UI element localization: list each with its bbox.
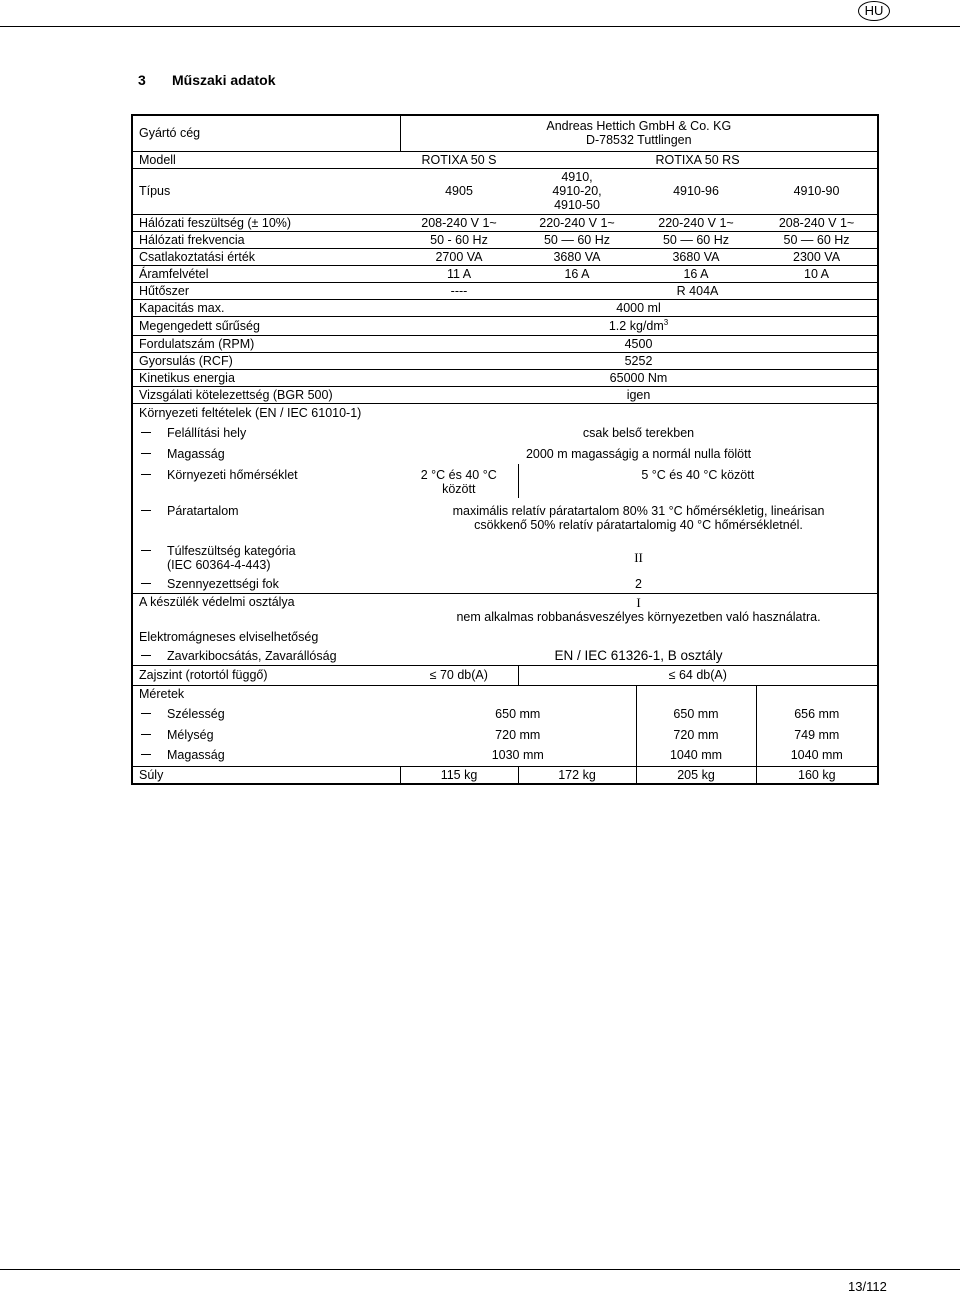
table-row [132,352,878,369]
row-label: Szennyezettségi fok [132,576,400,593]
table-row [132,593,878,627]
row-label: Méretek [132,685,400,703]
humidity-value: maximális relatív páratartalom 80% 31 °C hőmérsékletig, lineárisan csökkenő 50% relatív páratartalomig 40 °C hőmérsékletnél. [452,504,825,532]
table-row [132,231,878,248]
table-row [132,335,878,352]
width-col4: 656 mm [756,703,878,724]
weight-col1: 115 kg [400,766,518,784]
table-row [132,265,878,282]
empty-cell [756,685,878,703]
row-label: Magasság [132,745,400,766]
table-row [132,403,878,422]
top-rule [0,26,960,27]
row-label: Csatlakoztatási érték [132,248,400,265]
noise-col234: ≤ 64 db(A) [518,665,878,685]
capacity-value: 4000 ml [400,299,878,316]
voltage-col2: 220-240 V 1~ [518,214,636,231]
depth-col3: 720 mm [636,724,756,745]
table-row [132,540,878,576]
section-title: Műszaki adatok [172,72,276,88]
weight-col4: 160 kg [756,766,878,784]
empty-cell [400,685,636,703]
table-row [132,703,878,724]
table-row [132,299,878,316]
row-label: A készülék védelmi osztálya [132,593,400,627]
row-label: Fordulatszám (RPM) [132,335,400,352]
row-label: Típus [132,168,400,214]
voltage-col3: 220-240 V 1~ [636,214,756,231]
current-col4: 10 A [756,265,878,282]
table-row [132,248,878,265]
table-row [132,316,878,335]
overvoltage-value: II [634,550,643,565]
rcf-value: 5252 [400,352,878,369]
row-label: Súly [132,766,400,784]
density-value: 1.2 $kg/dm^3$ [400,316,878,335]
current-col3: 16 A [636,265,756,282]
load-col1: 2700 VA [400,248,518,265]
table-row [132,745,878,766]
table-row [132,422,878,443]
frequency-col2: 50 — 60 Hz [518,231,636,248]
table-row [132,282,878,299]
table-row [132,443,878,464]
row-label: Felállítási hely [132,422,400,443]
row-label: Vizsgálati kötelezettség (BGR 500) [132,386,400,403]
type-col4: 4910-90 [756,168,878,214]
ambient-temp-col1: 2 °C és 40 °C között [420,468,497,496]
type-col1: 4905 [400,168,518,214]
row-label: Magasság [132,443,400,464]
row-label: Gyártó cég [139,126,201,141]
table-row [132,214,878,231]
weight-col3: 205 kg [636,766,756,784]
table-row [132,464,878,498]
refrigerant-col1: ---- [400,282,518,299]
altitude-value: 2000 m magasságig a normál nulla fölött [525,446,752,461]
refrigerant-col234: R 404A [518,282,878,299]
row-label: Túlfeszültség kategória (IEC 60364-4-443) [132,540,400,576]
row-label: Zavarkibocsátás, Zavarállóság [132,647,400,665]
rpm-value: 4500 [400,335,878,352]
model-rs: ROTIXA 50 RS [518,151,878,168]
row-label: Zajszint (rotortól függő) [132,665,400,685]
height-col12: 1030 mm [491,748,544,763]
row-label: Szélesség [132,703,400,724]
installation-value: csak belső terekben [582,425,695,440]
table-row [132,685,878,703]
manufacturer-value: Andreas Hettich GmbH & Co. KG D-78532 Tuttlingen [400,115,878,151]
row-label: Elektromágneses elviselhetőség [139,630,319,644]
height-col3: 1040 mm [636,745,756,766]
row-label: Hálózati feszültség (± 10%) [132,214,400,231]
empty-cell [636,685,756,703]
voltage-col1: 208-240 V 1~ [400,214,518,231]
row-label: Környezeti hőmérséklet [132,464,400,498]
ambient-temp-col234: 5 °C és 40 °C között [518,464,878,498]
kinetic-value: 65000 Nm [400,369,878,386]
current-col2: 16 A [518,265,636,282]
page-number: 13/112 [848,1279,887,1294]
model-s: ROTIXA 50 S [400,151,518,168]
section-heading [138,72,275,88]
table-row [132,724,878,745]
row-label: Hálózati frekvencia [132,231,400,248]
height-col4: 1040 mm [756,745,878,766]
current-col1: 11 A [400,265,518,282]
noise-col1: ≤ 70 db(A) [400,665,518,685]
table-row [132,498,878,540]
load-col2: 3680 VA [518,248,636,265]
row-label: Gyorsulás (RCF) [132,352,400,369]
depth-col4: 749 mm [756,724,878,745]
emission-value: EN / IEC 61326-1, B osztály [554,647,723,663]
empty-cell [400,403,878,422]
technical-data-table [131,114,879,785]
table-row [132,168,878,214]
table-row [132,647,878,665]
table-row [132,665,878,685]
depth-col12: 720 mm [495,727,541,742]
table-row [132,766,878,784]
weight-col2: 172 kg [518,766,636,784]
table-row [132,115,878,151]
row-label: Modell [132,151,400,168]
type-col2: 4910, 4910-20, 4910-50 [518,168,636,214]
row-label: Mélység [132,724,400,745]
section-number: 3 [138,72,146,88]
table-row [132,151,878,168]
width-col3: 650 mm [636,703,756,724]
row-label: Páratartalom [132,498,400,540]
frequency-col4: 50 — 60 Hz [756,231,878,248]
row-label: Környezeti feltételek (EN / IEC 61010-1) [132,403,400,422]
bottom-rule [0,1269,960,1270]
row-label: Megengedett sűrűség [132,316,400,335]
pollution-value: 2 [635,577,642,592]
voltage-col4: 208-240 V 1~ [756,214,878,231]
inspection-value: igen [400,386,878,403]
load-col4: 2300 VA [756,248,878,265]
table-row [132,627,878,647]
table-row [132,386,878,403]
language-badge: HU [858,1,890,21]
frequency-col1: 50 - 60 Hz [400,231,518,248]
empty-cell [400,627,878,647]
protection-class-value: I nem alkalmas robbanásveszélyes környezetben való használatra. [400,593,878,627]
table-row [132,369,878,386]
row-label: Kinetikus energia [132,369,400,386]
frequency-col3: 50 — 60 Hz [636,231,756,248]
row-label: Hűtőszer [132,282,400,299]
load-col3: 3680 VA [636,248,756,265]
width-col12: 650 mm [495,706,541,721]
row-label: Áramfelvétel [132,265,400,282]
row-label: Kapacitás max. [132,299,400,316]
table-row [132,576,878,593]
type-col3: 4910-96 [636,168,756,214]
